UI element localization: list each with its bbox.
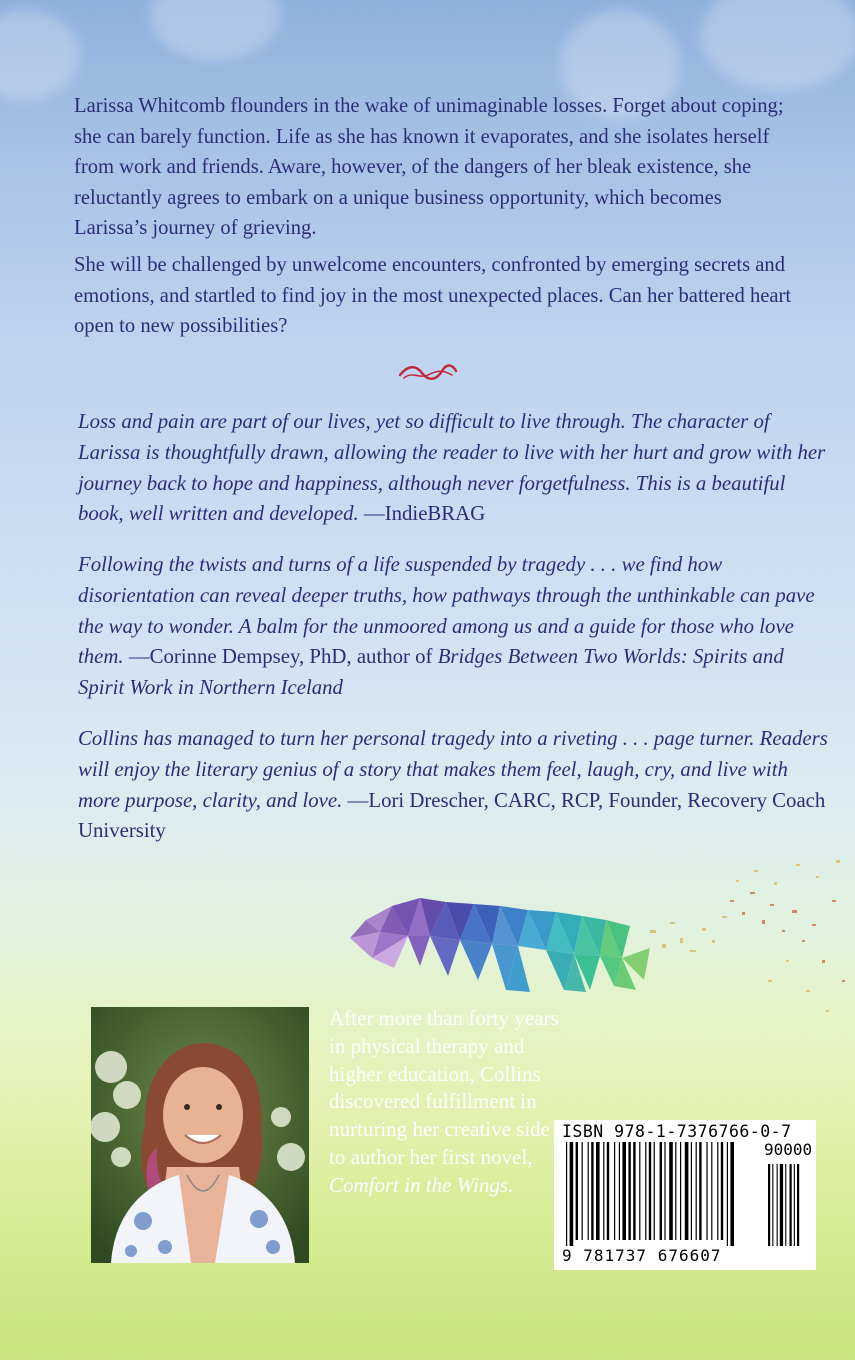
barcode-bar (570, 1142, 574, 1246)
barcode-bars (564, 1142, 809, 1246)
review-attribution-book-title: Bridges Between Two Worlds: Spirits and Spirit Work in Northern Iceland (78, 645, 784, 700)
barcode-addon-bar (780, 1164, 783, 1246)
author-bio-text: After more than forty years in physical therapy and higher education, Collins discovered fulfillment in nurturing her creative side to author her first novel, (329, 1006, 559, 1169)
barcode-addon-bar (794, 1164, 795, 1246)
barcode-addon-bar (772, 1164, 773, 1246)
barcode-bar (645, 1142, 646, 1240)
barcode-bar (706, 1142, 707, 1240)
barcode-bar (639, 1142, 640, 1240)
blurb-paragraph-2: She will be challenged by unwelcome encounters, confronted by emerging secrets and emotions, and startled to find joy in the most unexpected places. Can her battered heart open to new possibilities? (74, 254, 792, 337)
barcode-bar (721, 1142, 723, 1240)
review-attribution: —Corinne Dempsey, PhD, author of (128, 645, 433, 669)
barcode-bar (576, 1142, 578, 1240)
barcode-addon-bar (768, 1164, 770, 1246)
review-drescher (78, 724, 830, 847)
barcode-bar (696, 1142, 697, 1240)
barcode-bar (582, 1142, 583, 1240)
review-attribution: —Lori Drescher, CARC, RCP, Founder, Recovery Coach University (78, 788, 826, 843)
review-quote: Loss and pain are part of our lives, yet so difficult to live through. The character of Larissa is thoughtfully drawn, allowing the reader to live with her hurt and grow with her journey back to hope and happiness, although never forgetfulness. This is a beautiful book, well written and developed. (78, 410, 826, 526)
barcode-bar (654, 1142, 655, 1240)
barcode-bar (596, 1142, 600, 1240)
barcode-bar (730, 1142, 734, 1246)
bokeh-light (700, 0, 855, 90)
barcode-bar (680, 1142, 681, 1240)
review-quote: Collins has managed to turn her personal tragedy into a riveting . . . page turner. Readers will enjoy the literary genius of a story that makes them feel, laugh, cry, and live with more purpose, clarity, and love. (78, 727, 828, 812)
barcode-bar (649, 1142, 651, 1240)
decorative-swash-icon (398, 363, 458, 383)
review-dempsey (78, 550, 830, 704)
barcode-bar (622, 1142, 626, 1240)
barcode-bar (633, 1142, 635, 1240)
barcode-bar (717, 1142, 718, 1240)
isbn-barcode (554, 1120, 816, 1270)
author-bio-book-title: Comfort in the Wings. (329, 1172, 514, 1197)
barcode-bar (607, 1142, 609, 1240)
barcode-bar (614, 1142, 615, 1240)
barcode-bar (699, 1142, 701, 1240)
barcode-bar (660, 1142, 662, 1240)
barcode-bar (619, 1142, 620, 1240)
barcode-bar (691, 1142, 692, 1240)
price-code: 90000 (764, 1140, 813, 1159)
bokeh-light (150, 0, 280, 60)
barcode-number: 9 781737 676607 (562, 1246, 722, 1265)
geometric-rainbow-bear-icon (350, 840, 855, 1030)
barcode-addon-bar (777, 1164, 778, 1246)
barcode-bar (566, 1142, 567, 1246)
barcode-bar (628, 1142, 630, 1240)
barcode-addon-bar (797, 1164, 799, 1246)
barcode-bar (591, 1142, 593, 1240)
barcode-addon-bar (785, 1164, 786, 1246)
author-bio (329, 1005, 559, 1200)
bokeh-light (0, 10, 80, 100)
barcode-bar (685, 1142, 689, 1240)
author-photo (91, 1007, 309, 1263)
barcode-bar (675, 1142, 676, 1240)
blurb-paragraph-1: Larissa Whitcomb flounders in the wake of unimaginable losses. Forget about coping; she can barely function. Life as she has known it evaporates, and she isolates herself from work and friends. Aware, however, of the dangers of her bleak existence, she reluctantly agrees to embark on a unique business opportunity, which becomes Larissa’s journey of grieving. (74, 95, 784, 239)
barcode-bar (664, 1142, 665, 1240)
review-attribution: —IndieBRAG (363, 502, 486, 526)
barcode-bar (669, 1142, 673, 1240)
barcode-bar (727, 1142, 728, 1246)
barcode-bar (588, 1142, 589, 1240)
review-quote: Following the twists and turns of a life suspended by tragedy . . . we find how disorientation can reveal deeper truths, how pathways through the unthinkable can pave the way to wonder. A balm for the unmoored among us and a guide for those who love them. (78, 553, 815, 669)
isbn-label: ISBN 978-1-7376766-0-7 (562, 1122, 792, 1141)
barcode-bar (603, 1142, 604, 1240)
review-indiebrag (78, 407, 830, 530)
barcode-addon-bar (790, 1164, 792, 1246)
barcode-bar (711, 1142, 712, 1240)
